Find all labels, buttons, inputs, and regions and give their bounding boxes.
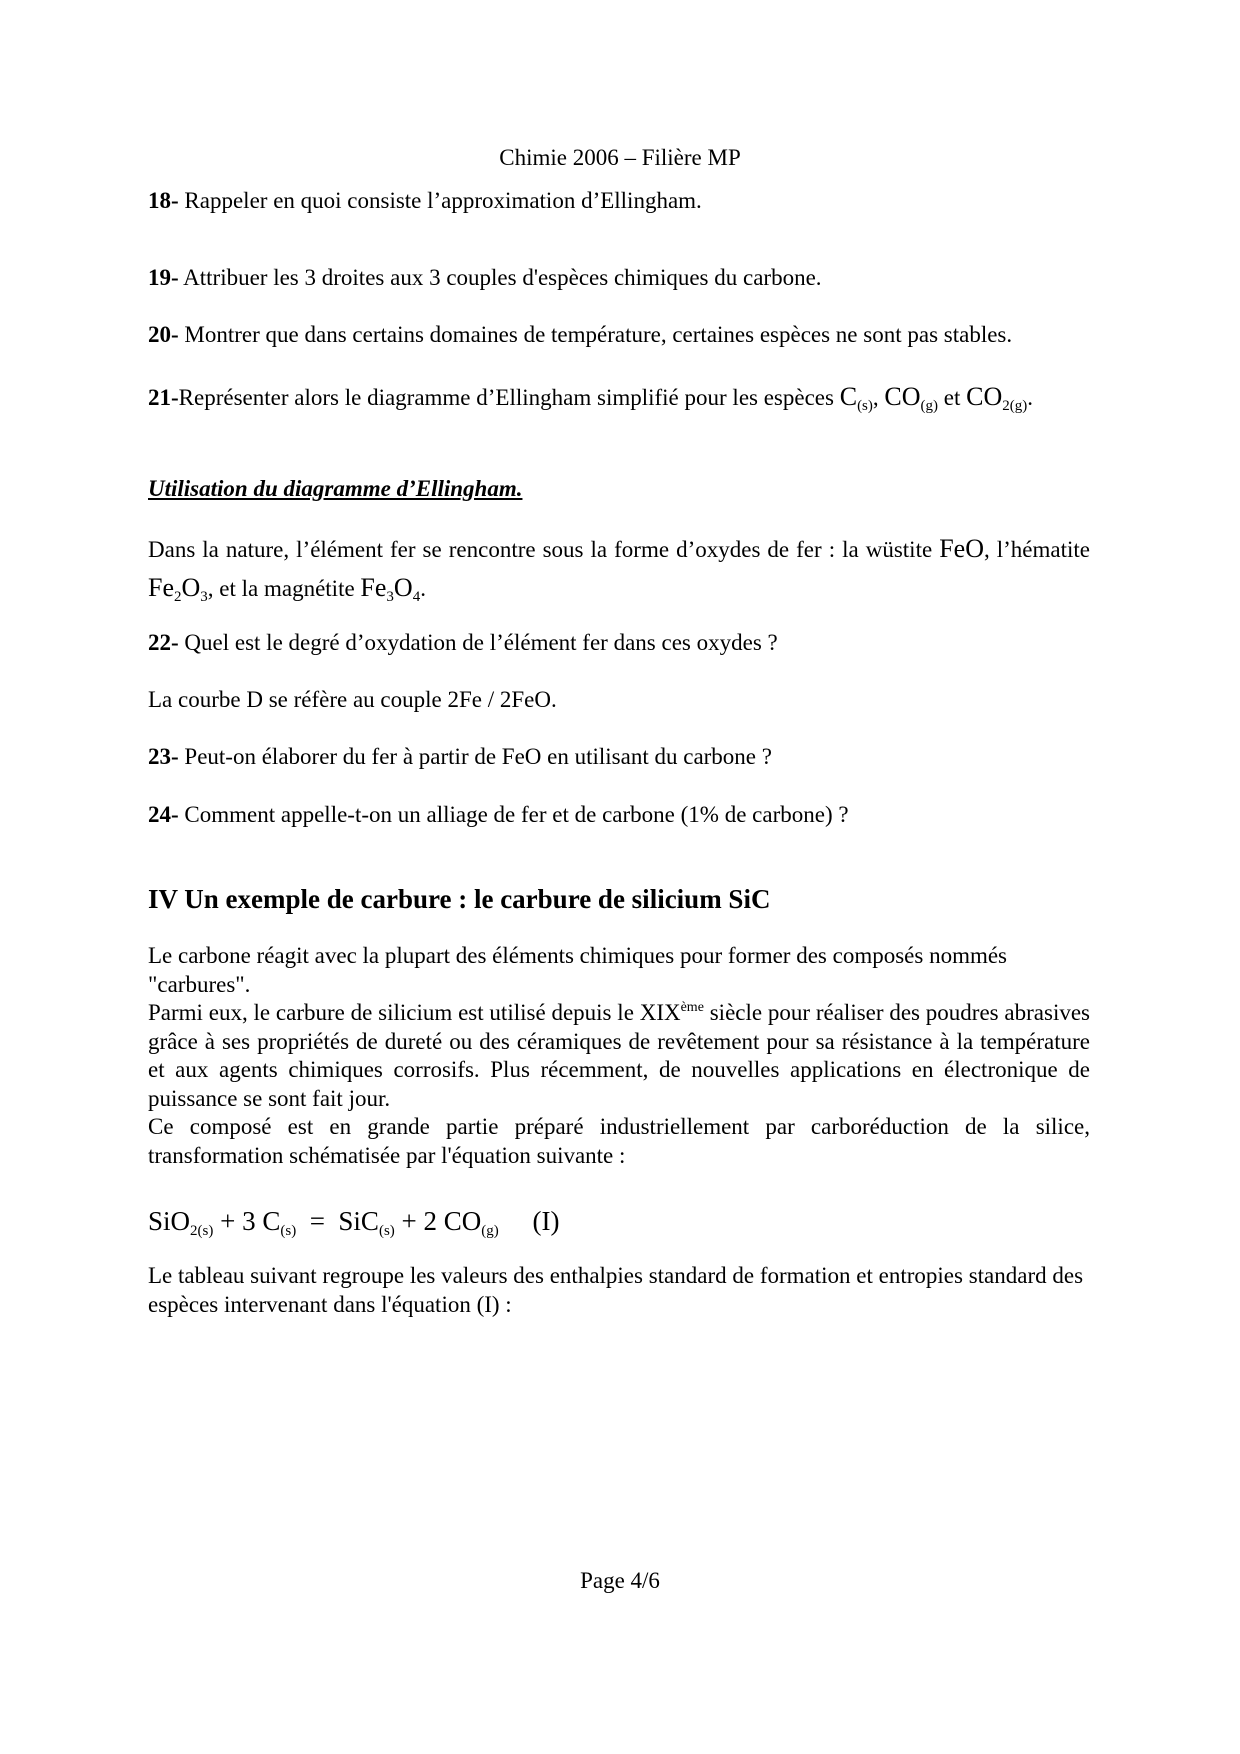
question-23 bbox=[148, 742, 1090, 772]
subscript: (s) bbox=[857, 398, 873, 414]
intro-text: Dans la nature, l’élément fer se rencontre sous la forme d’oxydes de fer : la wüstite bbox=[148, 537, 940, 562]
question-18 bbox=[148, 186, 1090, 216]
formula-co2: CO bbox=[966, 382, 1003, 411]
question-text: Attribuer les 3 droites aux 3 couples d'espèces chimiques du carbone. bbox=[183, 265, 822, 290]
formula-fe2o3: $Fe_2O_3$ bbox=[148, 573, 208, 605]
question-number: 23- bbox=[148, 744, 179, 769]
formula-c: C bbox=[839, 382, 858, 411]
period: . bbox=[1027, 385, 1033, 410]
carbide-paragraph-1: Le carbone réagit avec la plupart des éléments chimiques pour former des composés nommés "carbures". bbox=[148, 943, 1008, 997]
conjunction: et bbox=[938, 385, 967, 410]
intro-text: , bbox=[983, 537, 990, 562]
subsection-heading: Utilisation du diagramme d’Ellingham. bbox=[148, 476, 523, 501]
superscript: ème bbox=[680, 1000, 704, 1015]
intro-text: l’hématite bbox=[996, 537, 1090, 562]
formula-co: CO bbox=[884, 382, 921, 411]
page-header: Chimie 2006 – Filière MP bbox=[499, 145, 741, 170]
question-text: Représenter alors le diagramme d’Ellingham simplifié pour les espèces bbox=[178, 385, 840, 410]
separator: , bbox=[872, 385, 885, 410]
question-number: 22- bbox=[148, 630, 179, 655]
subscript: (g) bbox=[920, 398, 939, 414]
carbide-paragraph-3: Ce composé est en grande partie préparé industriellement par carboréduction de la silice, transformation schématisée par l'équation suivante : bbox=[148, 1114, 1090, 1168]
question-number: 21- bbox=[148, 385, 179, 410]
question-text: Quel est le degré d’oxydation de l’élément fer dans ces oxydes ? bbox=[184, 630, 778, 655]
question-number: 18- bbox=[148, 188, 179, 213]
subscript: 2(g) bbox=[1002, 398, 1028, 414]
question-number: 19- bbox=[148, 265, 179, 290]
formula-feo: FeO bbox=[939, 534, 984, 563]
equation-label: (I) bbox=[498, 1206, 560, 1236]
paragraph-text: Parmi eux, le carbure de silicium est utilisé depuis le XIX bbox=[148, 1000, 681, 1025]
page-number: Page 4/6 bbox=[580, 1568, 660, 1593]
courbe-d-statement: La courbe D se réfère au couple 2Fe / 2FeO. bbox=[148, 687, 557, 712]
question-text: Peut-on élaborer du fer à partir de FeO en utilisant du carbone ? bbox=[184, 744, 772, 769]
question-number: 20- bbox=[148, 322, 179, 347]
question-20 bbox=[148, 320, 1090, 350]
question-number: 24- bbox=[148, 802, 179, 827]
period: . bbox=[420, 576, 426, 601]
intro-text: , et la magnétite bbox=[207, 576, 361, 601]
question-text: Comment appelle-t-on un alliage de fer et de carbone (1% de carbone) ? bbox=[184, 802, 849, 827]
section-title: IV Un exemple de carbure : le carbure de silicium SiC bbox=[148, 884, 771, 914]
iron-oxides-intro bbox=[148, 530, 1090, 608]
chemical-equation: SiO$_{2(s)}$ + 3 $C_{(s)} = SiC_{(s)} + 2$ $CO_{(g)}$ (I) bbox=[148, 1206, 560, 1239]
question-22 bbox=[148, 628, 1090, 658]
carbide-paragraph-4: Le tableau suivant regroupe les valeurs des enthalpies standard de formation et entropies standard des espèces intervenant dans l'équation (I) : bbox=[148, 1263, 1084, 1317]
question-text: Montrer que dans certains domaines de température, certaines espèces ne sont pas stables. bbox=[184, 322, 1013, 347]
question-text: Rappeler en quoi consiste l’approximation d’Ellingham. bbox=[184, 188, 702, 213]
carbide-paragraph-2 bbox=[148, 999, 1090, 1113]
question-24 bbox=[148, 800, 1090, 830]
paragraph-text: siècle pour réaliser des poudres abrasives grâce à ses propriétés de dureté ou des céramiques de revêtement pour sa résistance à la température et aux agents chimiques corrosifs. Plus récemment, de nouvelles applications en électronique de puissance se sont fait jour. bbox=[148, 1000, 1090, 1111]
formula-fe3o4: $Fe_3O_4$ bbox=[360, 573, 421, 605]
question-19 bbox=[148, 263, 1090, 293]
question-21 bbox=[148, 378, 1090, 417]
